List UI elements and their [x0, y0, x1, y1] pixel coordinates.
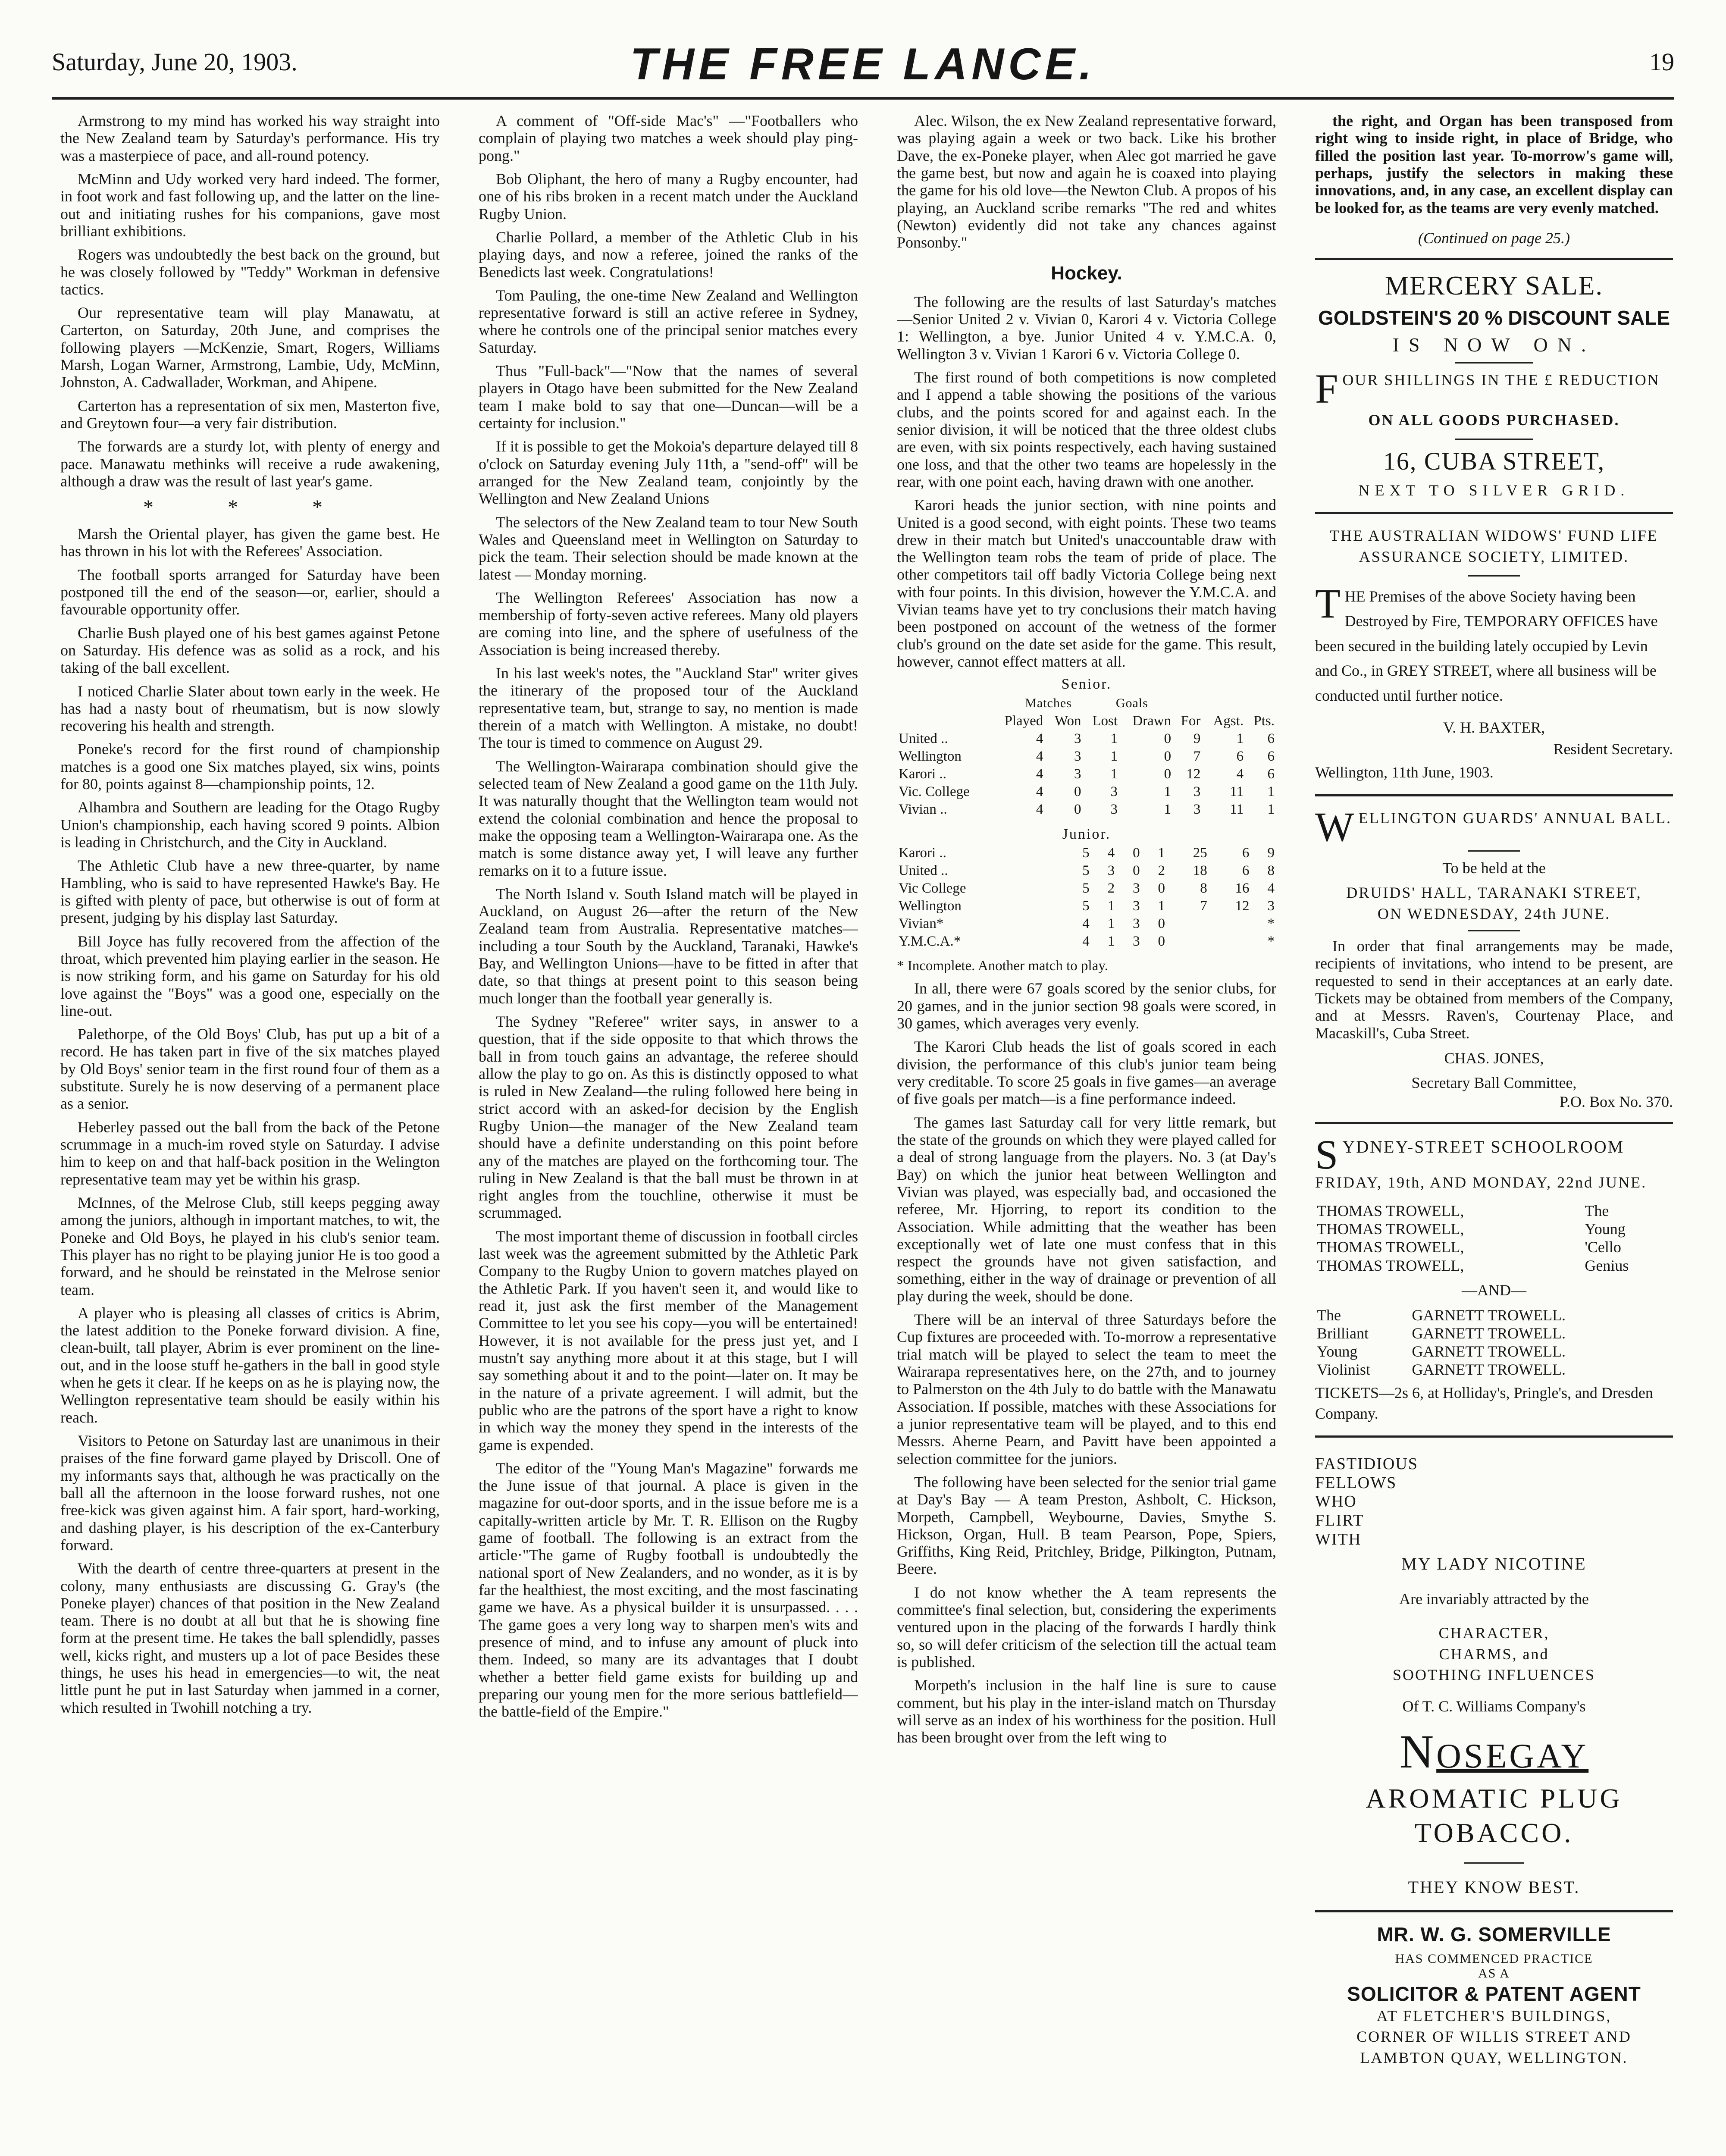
table-cell: Y.M.C.A.*: [899, 933, 961, 949]
paragraph: Charlie Pollard, a member of the Athletic Club in his playing days, and now a referee, joined the ranks of the Benedicts last week. Congratulations!: [479, 228, 858, 281]
ad-company: Of T. C. Williams Company's: [1402, 1697, 1586, 1715]
list-item: [1315, 1324, 1673, 1342]
table-cell: 7: [1193, 748, 1201, 764]
ad-title-text: ELLINGTON GUARDS' ANNUAL BALL.: [1358, 809, 1672, 827]
paragraph: Karori heads the junior section, with nine points and United is a good second, with eight points. These two teams drew in their match but United's unaccountable draw with the Wellington team robs the team of pride of place. The other competitors tail off badly Victoria College being next with four points. In this division, however the Y.M.C.A. and Vivian teams have yet to try conclusions their match having been postponed on account of the wetness of the former club's ground on the date set aside for the game. This result, however, cannot effect matters at all.: [897, 496, 1276, 671]
paragraph: The forwards are a sturdy lot, with plenty of energy and pace. Manawatu methinks will receive a rude awakening, although a draw was the result of last year's game.: [60, 438, 440, 490]
table-cell: 3: [1074, 766, 1081, 782]
paragraph: Visitors to Petone on Saturday last are unanimous in their praises of the fine forward game played by Driscoll. One of my informants says that, although he was practically on the ball all the afternoon in the loose forward rushes, not one free-kick was given against him. A fair sport, hard-working, and dashing player, is his description of the ex-Canterbury forward.: [60, 1432, 440, 1554]
table-row: [897, 915, 1276, 933]
table-caption-junior: Junior.: [1062, 826, 1111, 842]
paragraph: If it is possible to get the Mokoia's departure delayed till 8 o'clock on Saturday evening July 11th, a "send-off" will be arranged for the New Zealand team, conjointly by the Wellington and New Zealand Unions: [479, 438, 858, 508]
table-cell: 4: [1036, 730, 1043, 746]
table-cell: United ..: [899, 730, 948, 746]
table-cell: 0: [1164, 748, 1172, 764]
ad-profession: SOLICITOR & PATENT AGENT: [1347, 1983, 1641, 2006]
table-cell: 4: [1267, 880, 1275, 896]
paragraph: The selectors of the New Zealand team to tour New South Wales and Queensland meet in Wellington on Saturday to pick the team. Their selection should be made known at the latest — Monday morning.: [479, 513, 858, 583]
ad-title: [1315, 808, 1673, 845]
paragraph: A player who is pleasing all classes of critics is Abrim, the latest addition to the Poneke forward division. A fine, clean-built, tall player, Abrim is ever prominent on the line-out, and in the loose stuff he-gathers in the ball in good style when he gets it clear. If he keeps on as he is playing now, the Wellington representative team should be easily within his reach.: [60, 1304, 440, 1426]
ad-line: FASTIDIOUS: [1315, 1454, 1418, 1473]
list-item-right: GARNETT TROWELL.: [1412, 1306, 1566, 1324]
table-cell: 4: [1036, 801, 1043, 817]
table-cell: [1209, 933, 1251, 950]
nosegay-ad: [1315, 1455, 1673, 1899]
table-cell: 3: [1133, 880, 1140, 896]
paragraph: With the dearth of centre three-quarters at present in the colony, many enthusiasts are discussing G. Gray's (the Poneke player) chances of that position in the New Zealand team. There is no doubt at all but that he is showing fine form at the present time. He takes the ball splendidly, passes well, kicks right, and musters up a lot of pace Besides these things, he uses his head in emergencies—to wit, the neat little punt he put in last Saturday when jammed in a corner, which resulted in Twohill notching a try.: [60, 1560, 440, 1716]
table-cell: 11: [1230, 801, 1244, 817]
table-cell: 1: [1107, 915, 1115, 931]
table-cell: 0: [1133, 862, 1140, 878]
paragraph: In his last week's notes, the "Auckland Star" writer gives the itinerary of the proposed tour of the Auckland representative team, but, strange to say, no mention is made therein of a match with Wellington. A mistake, no doubt! The tour is timed to commence on August 29.: [479, 664, 858, 752]
table-cell: 11: [1230, 783, 1244, 799]
ad-short-rule: [1468, 575, 1520, 577]
table-cell: [1209, 915, 1251, 933]
ad-commenced: HAS COMMENCED PRACTICE: [1395, 1952, 1593, 1966]
ad-line: WHO: [1315, 1492, 1357, 1511]
paragraph: Heberley passed out the ball from the back of the Petone scrummage in a much-im roved style on Saturday. I advise him to keep on and that half-back position in the Welington representative team may yet be within his grasp.: [60, 1118, 440, 1188]
list-item: [1315, 1342, 1673, 1360]
senior-table: [897, 712, 1276, 818]
list-item-right: GARNETT TROWELL.: [1412, 1361, 1566, 1379]
mercery-sale-ad: [1315, 271, 1673, 501]
table-row: [897, 862, 1276, 880]
table-row: [897, 765, 1276, 783]
drop-cap: W: [1315, 807, 1354, 845]
table-cell: 0: [1133, 845, 1140, 861]
table-header-cell: Drawn: [1132, 713, 1172, 729]
ad-dates: FRIDAY, 19th, AND MONDAY, 22nd JUNE.: [1315, 1174, 1647, 1191]
ad-venue: DRUIDS' HALL, TARANAKI STREET,: [1346, 884, 1642, 901]
paragraph: Armstrong to my mind has worked his way straight into the New Zealand team by Saturday's performance. His try was a masterpiece of pace, and all-round potency.: [60, 112, 440, 164]
table-cell: 1: [1110, 748, 1118, 764]
paragraph: The Karori Club heads the list of goals scored in each division, the performance of this club's junior team being very creditable. To score 25 goals in five games—an average of five goals per match—is a fine performance indeed.: [897, 1038, 1276, 1108]
concert-ad: [1315, 1135, 1673, 1424]
page-number: 19: [1649, 48, 1674, 76]
table-cell: 6: [1267, 748, 1275, 764]
ad-subtitle: GOLDSTEIN'S 20 % DISCOUNT SALE: [1318, 306, 1670, 329]
table-cell: 2: [1107, 880, 1115, 896]
table-cell: 1: [1236, 730, 1244, 746]
table-cell: 0: [1164, 730, 1172, 746]
list-item-left: THOMAS TROWELL,: [1317, 1238, 1464, 1256]
table-cell: 1: [1164, 801, 1172, 817]
section-stars: * * *: [143, 496, 357, 519]
list-item-right: 'Cello: [1585, 1238, 1621, 1256]
page-header: [52, 39, 1674, 91]
ad-lead-lines: [1315, 1455, 1673, 1549]
ad-divider: [1315, 794, 1673, 796]
junior-table: [897, 844, 1276, 950]
list-item: [1315, 1238, 1673, 1256]
ad-line: CHARMS, and: [1439, 1645, 1549, 1663]
table-cell: *: [1267, 915, 1275, 931]
performer-list: [1315, 1202, 1673, 1275]
list-item-right: The: [1585, 1202, 1609, 1219]
table-row: [897, 880, 1276, 897]
paragraph: Morpeth's inclusion in the half line is sure to cause comment, but his play in the inter-island match on Thursday will serve as an index of his worthiness for the position. Hull has been brought over from the left wing to: [897, 1677, 1276, 1746]
table-cell: 4: [1036, 783, 1043, 799]
ad-signatory: V. H. BAXTER,: [1443, 718, 1545, 736]
paragraph: The editor of the "Young Man's Magazine" forwards me the June issue of that journal. A place is given in the magazine for out-door sports, and in the issue before me is a capitally-written article by Mr. T. R. Ellison on the Rugby game of football. The following is an extract from the article·"The game of Rugby football is undoubtedly the national sport of New Zealanders, and no wonder, as it is by far the healthiest, the most exciting, and the most fascinating game we have. As a physical builder it is unsurpassed. . . . The game goes a very long way to sharpen men's wits and presence of mind, and to infuse any amount of pluck into them. Indeed, so many are its advantages that I doubt whether a better field game exists for building up and preparing our young men for the more serious battlefield—the battle-field of the Empire.": [479, 1459, 858, 1720]
table-row: [897, 783, 1276, 801]
paragraph: I do not know whether the A team represents the committee's final selection, but, considering the experiments ventured upon in the placing of the forwards I hardly think so, so will defer criticism of the selection till the actual team is published.: [897, 1583, 1276, 1671]
ad-po-box: P.O. Box No. 370.: [1559, 1093, 1673, 1111]
table-cell: 1: [1107, 933, 1115, 949]
paragraph: The following are the results of last Saturday's matches —Senior United 2 v. Vivian 0, Karori 4 v. Victoria College 1: Wellington, a bye. Junior United 4 v. Y.M.C.A. 0, Wellington 3 v. Vivian 1 Karori 6 v. Victoria College 0.: [897, 293, 1276, 363]
paragraph: The football sports arranged for Saturday have been postponed till the end of the season—or, earlier, should a favourable opportunity offer.: [60, 566, 440, 618]
table-cell: 3: [1267, 898, 1275, 914]
table-body: [897, 844, 1276, 950]
ad-body: In order that final arrangements may be made, recipients of invitations, who intend to be present, are requested to send in their acceptances at an early date. Tickets may be obtained from members of the Company, and at Messrs. Raven's, Courtenay Place, and Macaskill's, Cuba Street.: [1315, 937, 1673, 1042]
table-cell: 5: [1082, 845, 1090, 861]
ad-nicotine: MY LADY NICOTINE: [1401, 1554, 1587, 1574]
paragraph: The North Island v. South Island match will be played in Auckland, on August 26—after the return of the New Zealand team from Australia. Representative matches—including a tour South by the Auckland, Taranaki, Hawke's Bay, and Wellington Unions—have to be fitted in after that date, so that things at present point to this season being much longer than the football year generally is.: [479, 885, 858, 1007]
ad-line: FLIRT: [1315, 1511, 1364, 1530]
list-item: [1315, 1202, 1673, 1220]
ad-now-line: IS NOW ON.: [1392, 334, 1596, 356]
table-cell: 8: [1200, 880, 1207, 896]
table-cell: 1: [1158, 845, 1165, 861]
table-header-cell: [897, 712, 991, 730]
table-super-header: Matches Goals: [1025, 696, 1148, 711]
ad-divider: [1315, 1910, 1673, 1912]
ad-title-text: YDNEY-STREET SCHOOLROOM: [1342, 1137, 1625, 1156]
table-cell: 4: [1082, 933, 1090, 949]
table-cell: 3: [1107, 862, 1115, 878]
ad-short-rule: [1464, 1862, 1524, 1864]
paragraph: I noticed Charlie Slater about town early in the week. He has had a nasty bout of rheumatism, but is now slowly recovering his health and strength.: [60, 682, 440, 735]
table-cell: United ..: [899, 862, 948, 878]
table-cell: 25: [1193, 845, 1207, 861]
table-cell: 0: [1158, 915, 1165, 931]
ad-title: [1315, 1135, 1673, 1172]
ad-short-rule: [1468, 930, 1520, 931]
paragraph: The Sydney "Referee" writer says, in answer to a question, that if the side opposite to that which throws the ball in from touch gains an advantage, the referee should allow the play to go on. As this is distinctly opposed to what is ruled in New Zealand—the ruling followed here being in strict accord with an asked-for decision by the English Rugby Union—the manager of the New Zealand team should have a definite understanding on this point before any of the matches are played on the forthcoming tour. The ruling in New Zealand is that the ball must be thrown in at right angles from the touchline, otherwise it must be scrummaged.: [479, 1013, 858, 1222]
paragraph: Palethorpe, of the Old Boys' Club, has put up a bit of a record. He has taken part in five of the six matches played by Old Boys' senior team in the first round four of them as a substitute. Surely he is now deserving of a permanent place as a senior.: [60, 1025, 440, 1112]
paragraph: The first round of both competitions is now completed and I append a table showing the positions of the various clubs, and the points scored for and against each. In the senior division, it will be noticed that the three oldest clubs are even, with six points respectively, each having sustained one loss, and that the other two teams are hopelessly in the rear, with one point each, having drawn with one another.: [897, 369, 1276, 490]
column-1: [60, 112, 440, 2156]
ad-short-rule: [1455, 362, 1533, 364]
issue-date: Saturday, June 20, 1903.: [52, 48, 298, 76]
and-label: —AND—: [1462, 1281, 1526, 1299]
table-cell: 9: [1267, 845, 1275, 861]
table-cell: 12: [1235, 898, 1250, 914]
header-rule: [52, 97, 1674, 100]
table-cell: 3: [1074, 730, 1081, 746]
ad-line: FELLOWS: [1315, 1473, 1397, 1492]
column-4: [1315, 112, 1673, 2156]
product-type: TOBACCO.: [1414, 1817, 1574, 1848]
ad-title: MERCERY SALE.: [1385, 271, 1603, 301]
table-cell: 4: [1236, 766, 1244, 782]
ad-held: To be held at the: [1442, 859, 1546, 877]
paragraph: Alec. Wilson, the ex New Zealand representative forward, was playing again a week or two back. Like his brother Dave, the ex-Poneke player, when Alec got married he gave the game best, but now and again he is coaxed into playing the game for his old love—the Newton Club. A propos of his playing, an Auckland scribe remarks "The red and whites (Newton) evidently did not take any chances against Ponsonby.": [897, 112, 1276, 251]
table-cell: 1: [1158, 898, 1165, 914]
table-cell: Karori ..: [899, 766, 946, 782]
ad-event-date: ON WEDNESDAY, 24th JUNE.: [1377, 905, 1611, 922]
ad-goods: ON ALL GOODS PURCHASED.: [1368, 411, 1620, 429]
ad-body-text: HE Premises of the above Society having been Destroyed by Fire, TEMPORARY OFFICES have been secured in the building lately occupied by Levin and Co., in GREY STREET, where all business will be conducted until further notice.: [1315, 587, 1658, 704]
table-cell: 3: [1133, 915, 1140, 931]
brand-rest: OSEGAY: [1436, 1737, 1589, 1776]
column-2: [479, 112, 858, 2156]
table-header-cell: For: [1181, 713, 1201, 729]
table-cell: 6: [1267, 766, 1275, 782]
paragraph: Charlie Bush played one of his best games against Petone on Saturday. His defence was as solid as a rock, and his taking of the ball excellent.: [60, 624, 440, 677]
ad-divider: [1315, 512, 1673, 514]
table-cell: 3: [1133, 898, 1140, 914]
table-cell: 5: [1082, 898, 1090, 914]
ad-offer: [1315, 370, 1673, 407]
table-cell: 1: [1110, 730, 1118, 746]
table-cell: 4: [1036, 748, 1043, 764]
table-cell: 6: [1242, 862, 1250, 878]
ad-attracted: Are invariably attracted by the: [1399, 1590, 1589, 1608]
paragraph: Rogers was undoubtedly the best back on the ground, but he was closely followed by "Teddy" Workman in defensive tactics.: [60, 246, 440, 298]
table-cell: 0: [1158, 880, 1165, 896]
ad-line: SOOTHING INFLUENCES: [1393, 1666, 1595, 1684]
list-item-right: GARNETT TROWELL.: [1412, 1343, 1566, 1360]
list-item-left: Brilliant: [1317, 1324, 1369, 1342]
ad-tickets: TICKETS—2s 6, at Holliday's, Pringle's, and Dresden Company.: [1315, 1384, 1653, 1423]
ad-title: THE AUSTRALIAN WIDOWS' FUND LIFE ASSURANCE SOCIETY, LIMITED.: [1330, 527, 1658, 565]
ad-short-rule: [1468, 850, 1520, 852]
table-row: [897, 897, 1276, 915]
table-cell: Vivian ..: [899, 801, 947, 817]
table-cell: 1: [1110, 766, 1118, 782]
drop-cap: S: [1315, 1135, 1338, 1172]
brand-initial: N: [1399, 1725, 1437, 1778]
table-cell: *: [1267, 933, 1275, 949]
paragraph: the right, and Organ has been transposed from right wing to inside right, in place of Bridge, who filled the position last year. To-morrow's game will, perhaps, justify the selectors in making these innovations, and, in any case, an excellent display can be looked for, as the teams are very evenly matched.: [1315, 112, 1673, 216]
table-cell: Karori ..: [899, 845, 946, 861]
table-cell: 4: [1036, 766, 1043, 782]
paragraph: Bob Oliphant, the hero of many a Rugby encounter, had one of his ribs broken in a recent match under the Auckland Rugby Union.: [479, 170, 858, 222]
drop-cap: F: [1315, 369, 1338, 407]
ad-as-a: AS A: [1478, 1966, 1510, 1981]
ad-line: WITH: [1315, 1530, 1362, 1548]
paragraph: Poneke's record for the first round of championship matches is a good one Six matches played, six wins, points for 80, points against 8—championship points, 12.: [60, 740, 440, 793]
table-cell: 0: [1164, 766, 1172, 782]
table-row: [897, 748, 1276, 765]
ad-address: 16, CUBA STREET,: [1383, 447, 1605, 475]
list-item-left: THOMAS TROWELL,: [1317, 1202, 1464, 1219]
table-cell: Wellington: [899, 748, 962, 764]
ad-signatory: CHAS. JONES,: [1444, 1050, 1544, 1067]
table-row: [897, 730, 1276, 748]
table-cell: 3: [1133, 933, 1140, 949]
ad-location: NEXT TO SILVER GRID.: [1358, 481, 1630, 499]
ad-divider: [1315, 1122, 1673, 1124]
table-cell: 4: [1107, 845, 1115, 861]
paragraph: A comment of "Off-side Mac's" —"Footballers who complain of playing two matches a week should play ping-pong.": [479, 112, 858, 164]
list-item-left: THOMAS TROWELL,: [1317, 1220, 1464, 1238]
ad-short-rule: [1455, 439, 1533, 440]
ad-offer-text: OUR SHILLINGS IN THE £ REDUCTION: [1342, 371, 1660, 389]
ad-body: [1315, 584, 1673, 708]
ad-qualities: [1315, 1623, 1673, 1686]
ad-building: AT FLETCHER'S BUILDINGS,: [1376, 2007, 1612, 2024]
list-item-left: Young: [1317, 1343, 1358, 1360]
paragraph: McMinn and Udy worked very hard indeed. The former, in foot work and fast following up, and the latter on the line-out and initiating rushes for his companions, gave most brilliant exhibitions.: [60, 170, 440, 240]
paragraph: Tom Pauling, the one-time New Zealand and Wellington representative forward is still an active referee in Sydney, where he controls one of the principal senior matches every Saturday.: [479, 286, 858, 356]
table-header-cell: Pts.: [1253, 713, 1275, 729]
paragraph: Our representative team will play Manawatu, at Carterton, on Saturday, 20th June, and comprises the following players —McKenzie, Smart, Rogers, Williams Marsh, Logan Warner, Armstrong, Lambie, Udy, McMinn, Johnston, A. Cadwallader, Workman, and Ahipene.: [60, 304, 440, 391]
list-item: [1315, 1220, 1673, 1238]
list-item: [1315, 1306, 1673, 1324]
table-body: [897, 730, 1276, 818]
table-cell: Vivian*: [899, 915, 944, 931]
list-item-left: Violinist: [1317, 1361, 1370, 1379]
ad-date: Wellington, 11th June, 1903.: [1315, 764, 1494, 781]
table-cell: [1167, 915, 1209, 933]
table-header-row: [897, 712, 1276, 730]
ad-signatory-role: Resident Secretary.: [1553, 740, 1673, 758]
product-name: AROMATIC PLUG: [1366, 1783, 1623, 1814]
list-item-left: The: [1317, 1306, 1341, 1324]
paragraph: Carterton has a representation of six men, Masterton five, and Greytown four—a very fair distribution.: [60, 397, 440, 432]
list-item-right: Young: [1585, 1220, 1626, 1238]
table-header-cell: Lost: [1092, 713, 1118, 729]
paragraph: Thus "Full-back"—"Now that the names of several players in Otago have been submitted for the New Zealand team I make bold to say that one—Duncan—will be a certainty for inclusion.": [479, 362, 858, 432]
table-cell: 7: [1200, 898, 1207, 914]
ad-divider: [1315, 258, 1673, 260]
table-cell: 16: [1235, 880, 1250, 896]
table-cell: 1: [1267, 801, 1275, 817]
somerville-ad: [1315, 1924, 1673, 2068]
ad-signatory-role: Secretary Ball Committee,: [1411, 1074, 1577, 1091]
brand-name: [1315, 1725, 1673, 1778]
paragraph: The Wellington-Wairarapa combination should give the selected team of New Zealand a good game on the 11th July. It was naturally thought that the Wellington team would not extend the colonial combination and hence the proposal to make the opposing team a Wellington-Wairarapa one. As the match is some distance away yet, I will leave any further remarks on it to a future issue.: [479, 757, 858, 879]
paragraph: In all, there were 67 goals scored by the senior clubs, for 20 games, and in the junior section 98 goals were scored, in 30 games, which averages very evenly.: [897, 980, 1276, 1032]
paragraph: The Athletic Club have a new three-quarter, by name Hambling, who is said to have represented Hawke's Bay. He is gifted with plenty of pace, but otherwise is out of form at present, judging by his display last Saturday.: [60, 857, 440, 927]
list-item-left: THOMAS TROWELL,: [1317, 1257, 1464, 1274]
continued-note: (Continued on page 25.): [1418, 229, 1570, 247]
table-cell: 1: [1267, 783, 1275, 799]
section-heading-hockey: Hockey.: [1051, 262, 1122, 284]
ad-corner: CORNER OF WILLIS STREET AND: [1356, 2028, 1632, 2046]
table-cell: Vic. College: [899, 783, 970, 799]
widows-fund-ad: [1315, 525, 1673, 783]
table-cell: 3: [1074, 748, 1081, 764]
table-cell: 6: [1267, 730, 1275, 746]
table-cell: 3: [1110, 783, 1118, 799]
column-3: [897, 112, 1276, 2156]
table-cell: 3: [1193, 801, 1201, 817]
paragraph: The following have been selected for the senior trial game at Day's Bay — A team Preston, Ashbolt, C. Hickson, Morpeth, Campbell, Weybourne, Davies, Smythe S. Hickson, Organ, Hull. B team Pearson, Pope, Spiers, Griffiths, King Reid, Pritchley, Bridge, Pilkington, Putnam, Beere.: [897, 1473, 1276, 1578]
masthead-title: THE FREE LANCE.: [630, 39, 1096, 89]
table-row: [897, 933, 1276, 950]
table-cell: 5: [1082, 880, 1090, 896]
table-cell: 6: [1236, 748, 1244, 764]
ad-line: CHARACTER,: [1438, 1624, 1550, 1642]
table-cell: 4: [1082, 915, 1090, 931]
performer-list: [1315, 1306, 1673, 1379]
list-item: [1315, 1360, 1673, 1379]
table-cell: 18: [1193, 862, 1207, 878]
table-cell: 8: [1267, 862, 1275, 878]
table-header-cell: Agst.: [1213, 713, 1244, 729]
table-cell: [1167, 933, 1209, 950]
list-item: [1315, 1257, 1673, 1275]
paragraph: The most important theme of discussion in football circles last week was the agreement submitted by the Athletic Park Company to the Rugby Union to govern matches played on the Athletic Park. If you haven't seen it, and would like to read it, just ask the first member of the Management Committee to let you see his copy—you will be entertained! However, it is not available for the press just yet, and I mustn't say anything more about it at this stage, but I will say something about it and to the point—later on. It may be in the nature of a private agreement. I will admit, but the public who are the patrons of the sport have a right to know in which way the money they spend in the interests of the game is expended.: [479, 1227, 858, 1454]
table-cell: 2: [1158, 862, 1165, 878]
ad-divider: [1315, 1435, 1673, 1438]
paragraph: The games last Saturday call for very little remark, but the state of the grounds on which they were played called for a deal of strong language from the players. No. 3 (at Day's Bay) on which the junior heat between Wellington and Vivian was played, was especially bad, and occasioned the referee, Mr. Hjorring, to report its condition to the Association. While admitting that the weather has been exceptionally wet of late one must confess that in this respect the grounds have not given satisfaction, and something, either in the way of drainage or prevention of all play during the week, should be done.: [897, 1113, 1276, 1305]
ad-tagline: THEY KNOW BEST.: [1408, 1877, 1580, 1897]
ad-title: MR. W. G. SOMERVILLE: [1377, 1923, 1611, 1946]
table-row: [897, 801, 1276, 818]
table-cell: 0: [1158, 933, 1165, 949]
list-item-right: GARNETT TROWELL.: [1412, 1324, 1566, 1342]
table-caption-senior: Senior.: [1061, 676, 1112, 693]
table-cell: 1: [1164, 783, 1172, 799]
table-row: [897, 844, 1276, 862]
paragraph: Alhambra and Southern are leading for the Otago Rugby Union's championship, each having scored 9 points. Albion is leading in Christchurch, and the City in Auckland.: [60, 799, 440, 851]
table-header-cell: Won: [1054, 713, 1081, 729]
table-cell: 3: [1193, 783, 1201, 799]
table-cell: 12: [1186, 766, 1201, 782]
table-cell: 3: [1110, 801, 1118, 817]
paragraph: McInnes, of the Melrose Club, still keeps pegging away among the juniors, although in important matches, to wit, the Poneke and Old Boys, he played in his club's senior team. This player has no right to be playing junior He is too good a forward, and he should be reinstated in the Melrose senior team.: [60, 1194, 440, 1298]
list-item-right: Genius: [1585, 1257, 1629, 1274]
paragraph: Marsh the Oriental player, has given the game best. He has thrown in his lot with the Referees' Association.: [60, 525, 440, 560]
drop-cap: T: [1315, 584, 1341, 627]
paragraph: Bill Joyce has fully recovered from the affection of the throat, which prevented him playing earlier in the season. He is now striking form, and his game on Saturday for his old love against the "Boys" was a good one, especially on the line-out.: [60, 932, 440, 1019]
table-cell: 5: [1082, 862, 1090, 878]
table-cell: 1: [1107, 898, 1115, 914]
table-cell: Wellington: [899, 898, 962, 914]
guards-ball-ad: [1315, 808, 1673, 1111]
table-cell: 9: [1193, 730, 1201, 746]
table-cell: 0: [1074, 783, 1081, 799]
paragraph: There will be an interval of three Saturdays before the Cup fixtures are proceeded with. To-morrow a representative trial match will be played to select the team to meet the Wairarapa representatives here, on the 27th, and to journey to Palmerston on the 4th July to do battle with the Manawatu Association. If possible, matches with these Associations for a junior representative team will be played, and to this end Messrs. Aherne Pearn, and Pavitt have been appointed a selection committee for the juniors.: [897, 1311, 1276, 1467]
paragraph: The Wellington Referees' Association has now a membership of forty-seven active referees. Many old players are coming into line, and the sphere of usefulness of the Association is being increased thereby.: [479, 589, 858, 658]
table-header-cell: Played: [1004, 713, 1043, 729]
table-cell: Vic College: [899, 880, 966, 896]
table-cell: 6: [1242, 845, 1250, 861]
table-cell: 0: [1074, 801, 1081, 817]
ad-street: LAMBTON QUAY, WELLINGTON.: [1360, 2049, 1628, 2066]
table-footnote: * Incomplete. Another match to play.: [897, 958, 1108, 974]
